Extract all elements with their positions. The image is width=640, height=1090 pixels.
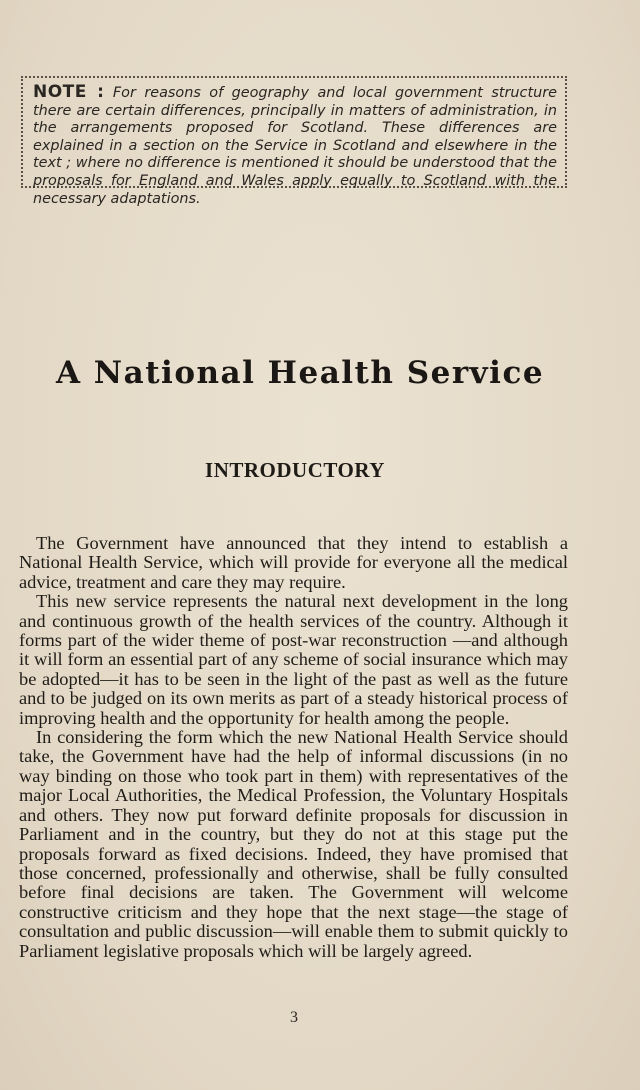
note-text: For reasons of geography and local government structure there are certain differences, principally in matters of administration, in the arrangements proposed for Scotland. These differences are explained in a section on the Service in Scotland and elsewhere in the text ; where no difference is mentioned it should be understood that the proposals for England and Wales apply equally to Scotland with the necessary adaptations. [33,85,557,207]
note-label: NOTE : [33,82,105,102]
paragraph-3: In considering the form which the new National Health Service should take, the Government have had the help of informal discussions (in no way binding on those who took part in them) with representatives of the major Local Authorities, the Medical Profession, the Voluntary Hospitals and others. They now put forward definite proposals for discussion in Parliament and in the country, but they do not at this stage put the proposals forward as fixed decisions. Indeed, they have promised that those concerned, professionally and otherwise, shall be fully consulted before final decisions are taken. The Government will welcome constructive criticism and they hope that the next stage—the stage of consultation and public discussion—will enable them to submit quickly to Parliament legislative proposals which will be largely agreed. [19,727,568,961]
note-box [21,76,567,207]
body-text [19,534,568,961]
paragraph-1: The Government have announced that they intend to establish a National Health Service, which will provide for everyone all the medical advice, treatment and care they may require. [19,533,568,592]
section-heading: INTRODUCTORY [205,458,385,482]
note-paragraph [33,84,557,208]
page-number: 3 [290,1009,298,1026]
paragraph-2: This new service represents the natural next development in the long and continuous growth of the health services of the country. Although it forms part of the wider theme of post-war reconstruction —and although it will form an essential part of any scheme of social insurance which may be adopted—it has to be seen in the light of the past as well as the future and to be judged on its own merits as part of a steady historical process of improving health and the opportunity for health among the people. [19,591,568,728]
document-title: A National Health Service [55,355,545,391]
